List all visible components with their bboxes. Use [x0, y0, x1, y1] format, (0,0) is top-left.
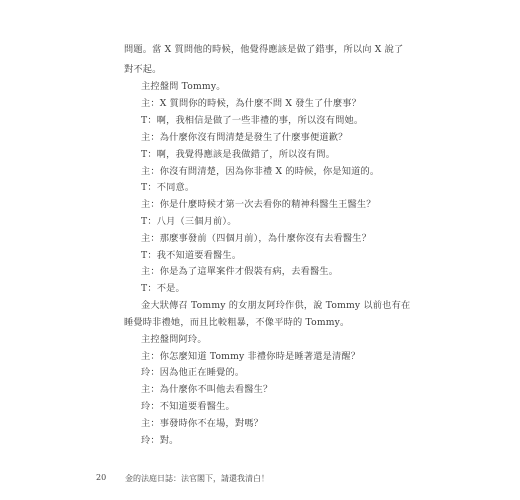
- text-line: 主：那麼事發前（四個月前），為什麼你沒有去看醫生？: [141, 233, 372, 244]
- text-line: T：啊，我覺得應該是我做錯了，所以沒有問。: [141, 149, 336, 160]
- text-line: 玲：對。: [141, 435, 179, 446]
- text-line: 主控盤問 Tommy。: [141, 81, 226, 92]
- text-line: T：不是。: [141, 283, 185, 294]
- text-line: 睡覺時非禮她，而且比較粗暴，不像平時的 Tommy。: [124, 317, 350, 328]
- text-line: 對不起。: [124, 64, 162, 75]
- text-line: 主：你是為了這單案件才假裝有病，去看醫生。: [141, 266, 339, 277]
- text-line: 主：X 質問你的時候，為什麼不問 X 發生了什麼事？: [141, 98, 361, 109]
- text-line: 主：你怎麼知道 Tommy 非禮你時是睡著還是清醒？: [141, 351, 361, 362]
- page-number: 20: [96, 473, 107, 482]
- text-line: 金大狀傳召 Tommy 的女朋友阿玲作供，說 Tommy 以前也有在: [141, 300, 411, 311]
- text-line: 主：為什麼你不叫他去看醫生？: [141, 384, 273, 395]
- text-line: T：啊，我相信是做了一些非禮的事，所以沒有問她。: [141, 115, 364, 126]
- text-line: 玲：不知道要看醫生。: [141, 401, 235, 412]
- text-line: 玲：因為他正在睡覺的。: [141, 367, 245, 378]
- text-line: T：我不知道要看醫生。: [141, 250, 242, 261]
- text-line: 問題。當 X 質問他的時候，他覺得應該是做了錯事，所以向 X 說了: [124, 44, 404, 55]
- text-line: 主：事發時你不在場，對嗎？: [141, 418, 264, 429]
- text-line: T：不同意。: [141, 182, 195, 193]
- text-line: 主：你沒有問清楚，因為你非禮 X 的時候，你是知道的。: [141, 166, 380, 177]
- text-line: 主：你是什麼時候才第一次去看你的精神科醫生王醫生？: [141, 199, 376, 210]
- running-footer-title: 金的法庭日誌：法官閣下，請還我清白！: [125, 474, 269, 483]
- text-line: T：八月（三個月前）。: [141, 216, 237, 227]
- text-line: 主：為什麼你沒有問清楚是發生了什麼事便道歉？: [141, 132, 348, 143]
- text-line: 主控盤問阿玲。: [141, 334, 207, 345]
